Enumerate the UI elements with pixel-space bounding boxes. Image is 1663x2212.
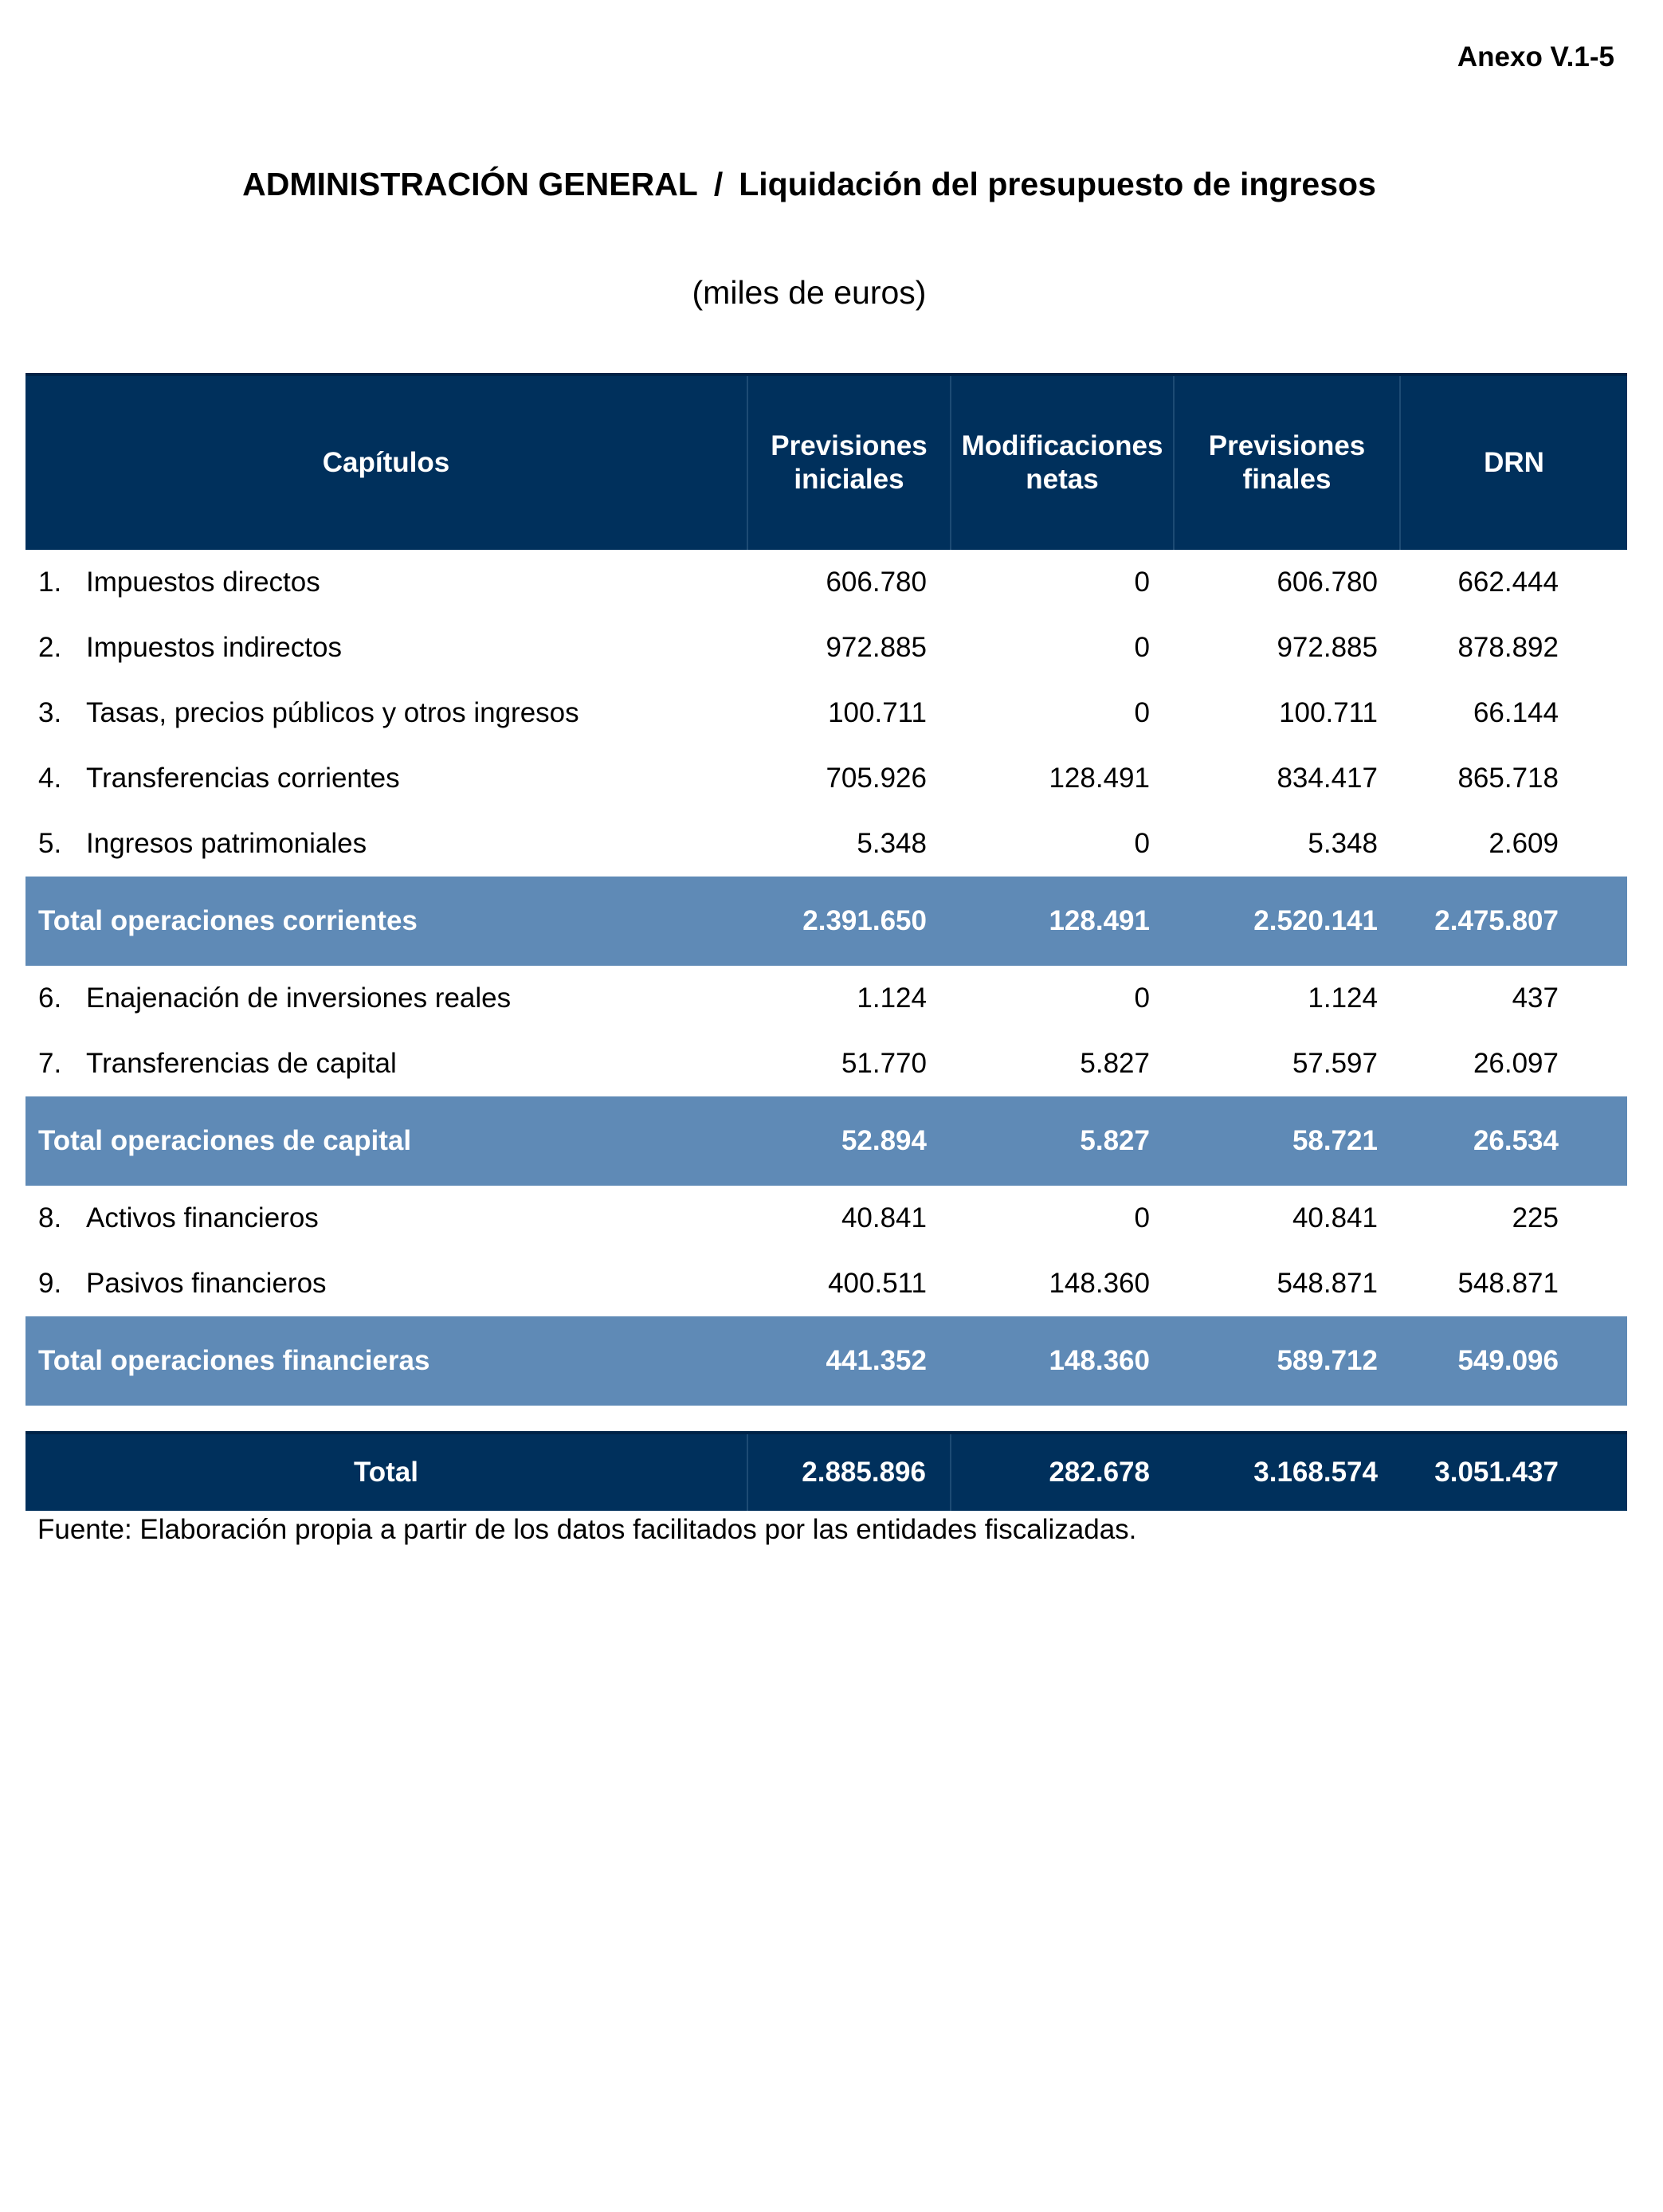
cell-drn: 437	[1512, 982, 1559, 1014]
header-drn: DRN	[1400, 375, 1627, 550]
cell-drn: 26.534	[1400, 1096, 1627, 1186]
cell-initial: 40.841	[841, 1202, 927, 1233]
cell-initial: 51.770	[841, 1048, 927, 1079]
cell-final: 606.780	[1277, 567, 1378, 598]
cell-initial: 52.894	[747, 1096, 951, 1186]
cell-modifications: 128.491	[1049, 763, 1150, 794]
subtotal-label: Total operaciones corrientes	[25, 877, 747, 966]
cell-drn: 548.871	[1457, 1268, 1559, 1299]
cell-initial: 705.926	[826, 763, 927, 794]
table-row	[25, 746, 1627, 811]
row-label: 3. Tasas, precios públicos y otros ingresos	[38, 697, 579, 728]
cell-modifications: 5.827	[1080, 1048, 1150, 1079]
cell-drn: 865.718	[1457, 763, 1559, 794]
cell-drn: 2.609	[1488, 828, 1559, 859]
annex-label: Anexo V.1-5	[1457, 41, 1614, 73]
cell-final: 1.124	[1308, 982, 1378, 1014]
spacer-row	[25, 1406, 1627, 1433]
header-row	[25, 375, 1627, 550]
row-label: 7. Transferencias de capital	[38, 1048, 397, 1079]
cell-final: 2.520.141	[1174, 877, 1400, 966]
budget-table	[25, 373, 1627, 1511]
header-chapters: Capítulos	[25, 375, 747, 550]
cell-final: 57.597	[1292, 1048, 1378, 1079]
grand-total-row	[25, 1433, 1627, 1511]
cell-modifications: 0	[1134, 697, 1150, 728]
row-label: 4. Transferencias corrientes	[38, 763, 400, 794]
title-entity: ADMINISTRACIÓN GENERAL	[242, 166, 698, 202]
cell-drn: 549.096	[1400, 1316, 1627, 1406]
row-label: 8. Activos financieros	[38, 1202, 319, 1233]
cell-final: 58.721	[1174, 1096, 1400, 1186]
table-row	[25, 1251, 1627, 1316]
cell-drn: 662.444	[1457, 567, 1559, 598]
cell-drn: 2.475.807	[1400, 877, 1627, 966]
cell-final: 100.711	[1279, 697, 1378, 728]
header-final-forecast: Previsiones finales	[1174, 375, 1400, 550]
row-label: 2. Impuestos indirectos	[38, 632, 342, 663]
cell-modifications: 148.360	[1049, 1268, 1150, 1299]
table-row	[25, 966, 1627, 1031]
cell-modifications: 282.678	[951, 1433, 1174, 1511]
cell-drn: 26.097	[1473, 1048, 1559, 1079]
page-title	[0, 166, 1663, 203]
cell-final: 40.841	[1292, 1202, 1378, 1233]
cell-final: 834.417	[1277, 763, 1378, 794]
subtotal-row-current	[25, 877, 1627, 966]
title-separator: /	[713, 166, 724, 202]
cell-drn: 225	[1512, 1202, 1559, 1233]
table-row	[25, 1031, 1627, 1096]
cell-initial: 2.885.896	[747, 1433, 951, 1511]
table-row	[25, 550, 1627, 615]
row-label: 1. Impuestos directos	[38, 567, 320, 598]
row-label: 9. Pasivos financieros	[38, 1268, 327, 1299]
cell-drn: 66.144	[1473, 697, 1559, 728]
cell-modifications: 148.360	[951, 1316, 1174, 1406]
subtotal-row-financial	[25, 1316, 1627, 1406]
cell-initial: 2.391.650	[747, 877, 951, 966]
table-row	[25, 680, 1627, 746]
subtotal-label: Total operaciones de capital	[25, 1096, 747, 1186]
cell-modifications: 0	[1134, 828, 1150, 859]
subtotal-label: Total operaciones financieras	[25, 1316, 747, 1406]
cell-initial: 606.780	[826, 567, 927, 598]
cell-modifications: 5.827	[951, 1096, 1174, 1186]
cell-drn: 3.051.437	[1400, 1433, 1627, 1511]
cell-initial: 100.711	[828, 697, 927, 728]
cell-initial: 972.885	[826, 632, 927, 663]
units-subtitle: (miles de euros)	[692, 274, 927, 311]
cell-initial: 5.348	[857, 828, 927, 859]
cell-final: 3.168.574	[1174, 1433, 1400, 1511]
cell-initial: 400.511	[828, 1268, 927, 1299]
cell-drn: 878.892	[1457, 632, 1559, 663]
cell-final: 5.348	[1308, 828, 1378, 859]
cell-initial: 1.124	[857, 982, 927, 1014]
title-subject: Liquidación del presupuesto de ingresos	[739, 166, 1376, 202]
header-initial-forecast: Previsiones iniciales	[747, 375, 951, 550]
source-note: Fuente: Elaboración propia a partir de los datos facilitados por las entidades fiscalizadas.	[37, 1514, 1137, 1545]
row-label: 5. Ingresos patrimoniales	[38, 828, 367, 859]
table-row	[25, 811, 1627, 877]
cell-final: 972.885	[1277, 632, 1378, 663]
table-row	[25, 615, 1627, 680]
cell-modifications: 128.491	[951, 877, 1174, 966]
cell-modifications: 0	[1134, 1202, 1150, 1233]
header-net-modifications: Modificaciones netas	[951, 375, 1174, 550]
cell-final: 589.712	[1174, 1316, 1400, 1406]
cell-modifications: 0	[1134, 982, 1150, 1014]
grand-total-label: Total	[25, 1433, 747, 1511]
subtotal-row-capital	[25, 1096, 1627, 1186]
cell-initial: 441.352	[747, 1316, 951, 1406]
cell-modifications: 0	[1134, 632, 1150, 663]
cell-final: 548.871	[1277, 1268, 1378, 1299]
row-label: 6. Enajenación de inversiones reales	[38, 982, 512, 1014]
cell-modifications: 0	[1134, 567, 1150, 598]
table-row	[25, 1186, 1627, 1251]
